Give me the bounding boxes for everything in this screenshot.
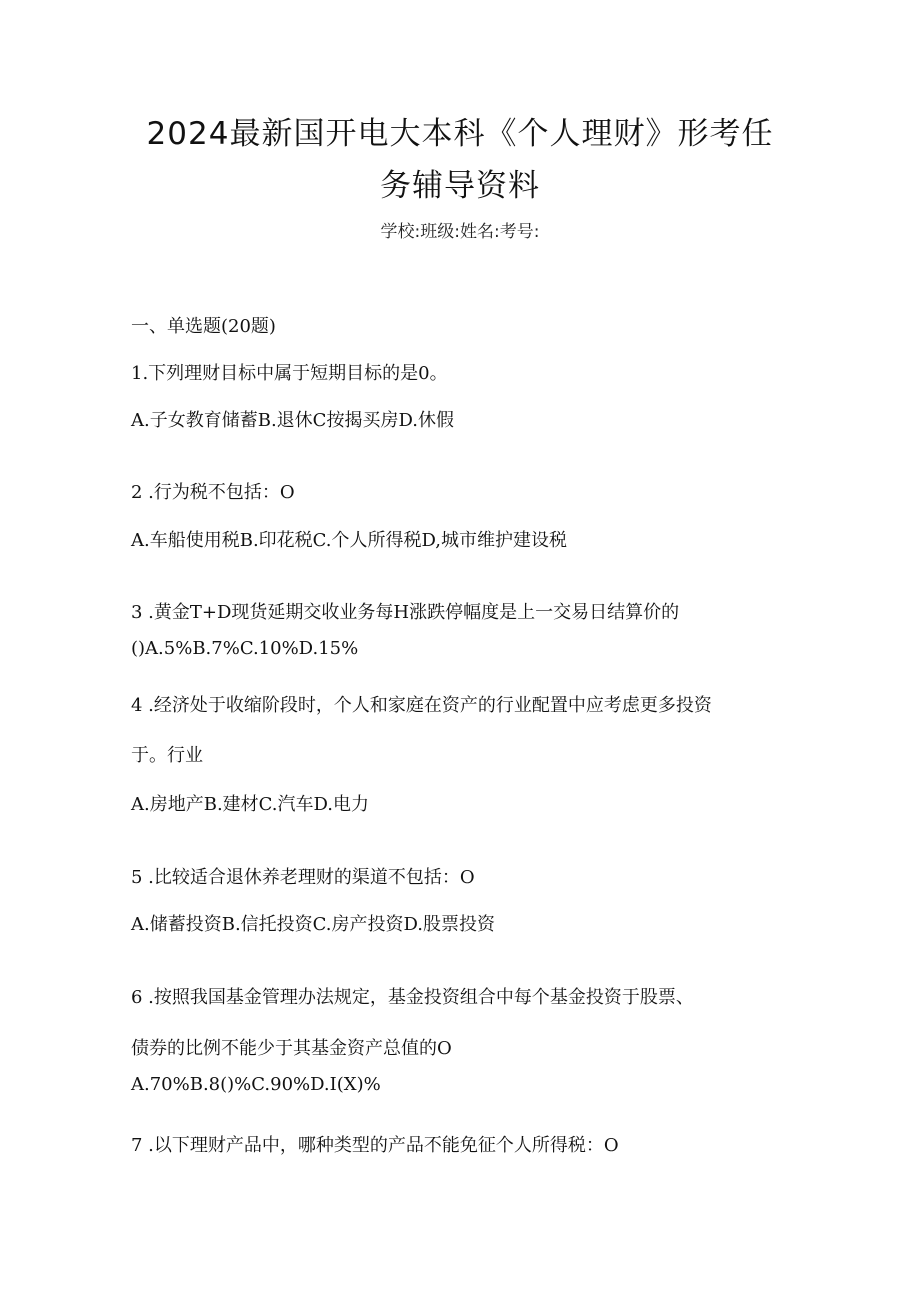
question-2-options: A.车船使用税B.印花税C.个人所得税D,城市维护建设税: [131, 530, 568, 551]
question-6-stem-line-1: 6 .按照我国基金管理办法规定，基金投资组合中每个基金投资于股票、: [131, 987, 694, 1008]
question-4-stem-line-2: 于。行业: [131, 745, 203, 766]
question-5-options: A.储蓄投资B.信托投资C.房产投资D.股票投资: [131, 914, 496, 935]
question-1-options: A.子女教育储蓄B.退休C按揭买房D.休假: [131, 410, 454, 431]
section-heading: 一、单选题(20题): [131, 316, 276, 337]
document-title: [0, 108, 920, 212]
question-3-stem-line-1: 3 .黄金T+D现货延期交收业务每H涨跌停幅度是上一交易日结算价的: [131, 602, 680, 623]
question-7-stem: 7 .以下理财产品中，哪种类型的产品不能免征个人所得税：O: [131, 1135, 619, 1156]
question-1-stem: 1.下列理财目标中属于短期目标的是0。: [131, 363, 448, 384]
title-line-1: 2024最新国开电大本科《个人理财》形考任: [146, 116, 774, 152]
question-6-stem-line-2: 债券的比例不能少于其基金资产总值的O: [131, 1038, 452, 1059]
question-6-options: A.70%B.8()%C.90%D.I(X)%: [131, 1074, 381, 1095]
question-2-stem: 2 .行为税不包括：O: [131, 482, 295, 503]
question-3-stem-line-2: ()A.5%B.7%C.10%D.15%: [131, 638, 359, 659]
title-line-2: 务辅导资料: [380, 168, 540, 204]
question-4-options: A.房地产B.建材C.汽车D.电力: [131, 794, 370, 815]
student-info-line: 学校:班级:姓名:考号:: [380, 222, 540, 242]
question-4-stem-line-1: 4 .经济处于收缩阶段时，个人和家庭在资产的行业配置中应考虑更多投资: [131, 695, 712, 716]
question-5-stem: 5 .比较适合退休养老理财的渠道不包括：O: [131, 867, 475, 888]
